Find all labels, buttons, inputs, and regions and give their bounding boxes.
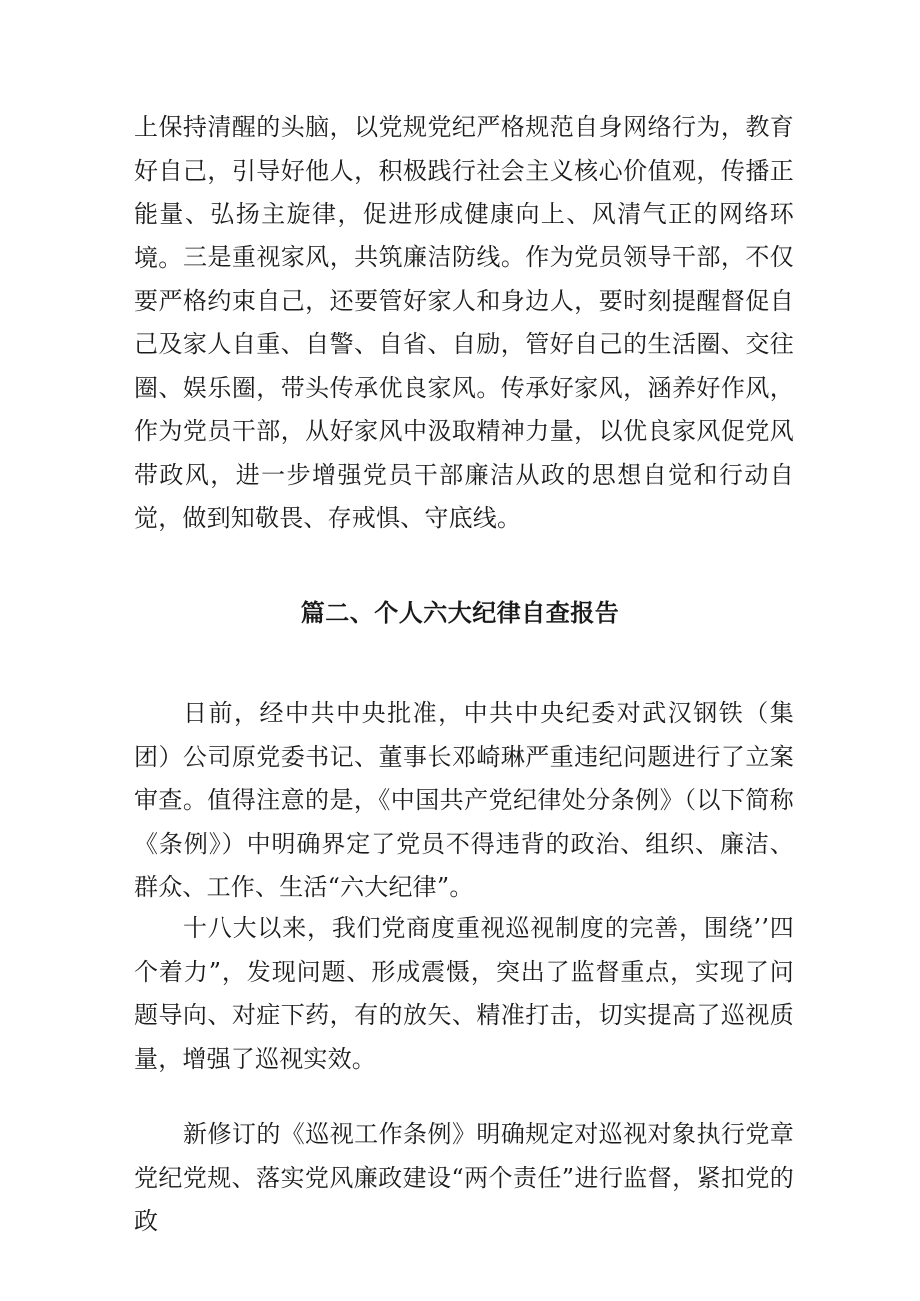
paragraph-inspection-system: 十八大以来，我们党商度重视巡视制度的完善，围绕’’四个着力”，发现问题、形成震慑，突出了监督重点，实现了问题导向、对症下药，有的放矢、精准打击，切实提高了巡视质量，增强了巡视实效。 [134,914,794,1073]
paragraph-network-behavior: 上保持清醒的头脑，以党规党纪严格规范自身网络行为，教育好自己，引导好他人，积极践行社会主义核心价值观，传播正能量、弘扬主旋律，促进形成健康向上、风清气正的网络环境。 [134,113,794,272]
paragraph-family-style: 三是重视家风，共筑廉洁防线。作为党员领导干部，不仅要严格约束自己，还要管好家人和身边人，要时刻提醒督促自己及家人自重、自警、自省、自励，管好自己的生活圈、交往圈、娱乐圈，带头传承优良家风。传承好家风，涵养好作风，作为党员干部，从好家风中汲取精神力量，以优良家风促党风带政风，进一步增强党员干部廉洁从政的思想自觉和行动自觉，做到知敬畏、存戒惧、守底线。 [134,243,794,532]
paragraph-inspection-regulations: 新修订的《巡视工作条例》明确规定对巡视对象执行党章党纪党规、落实党风廉政建设“两个责任”进行监督，紧扣党的政 [134,1120,794,1235]
section-heading: 篇二、个人六大纪律自查报告 [300,599,620,627]
paragraph-case-review: 日前，经中共中央批准，中共中央纪委对武汉钢铁（集团）公司原党委书记、董事长邓崎琳严重违纪问题进行了立案审查。值得注意的是，《中国共产党纪律处分条例》（以下简称《条例》）中明确界定了党员不得违背的政治、组织、廉洁、群众、工作、生活“六大纪律”。 [134,699,794,901]
